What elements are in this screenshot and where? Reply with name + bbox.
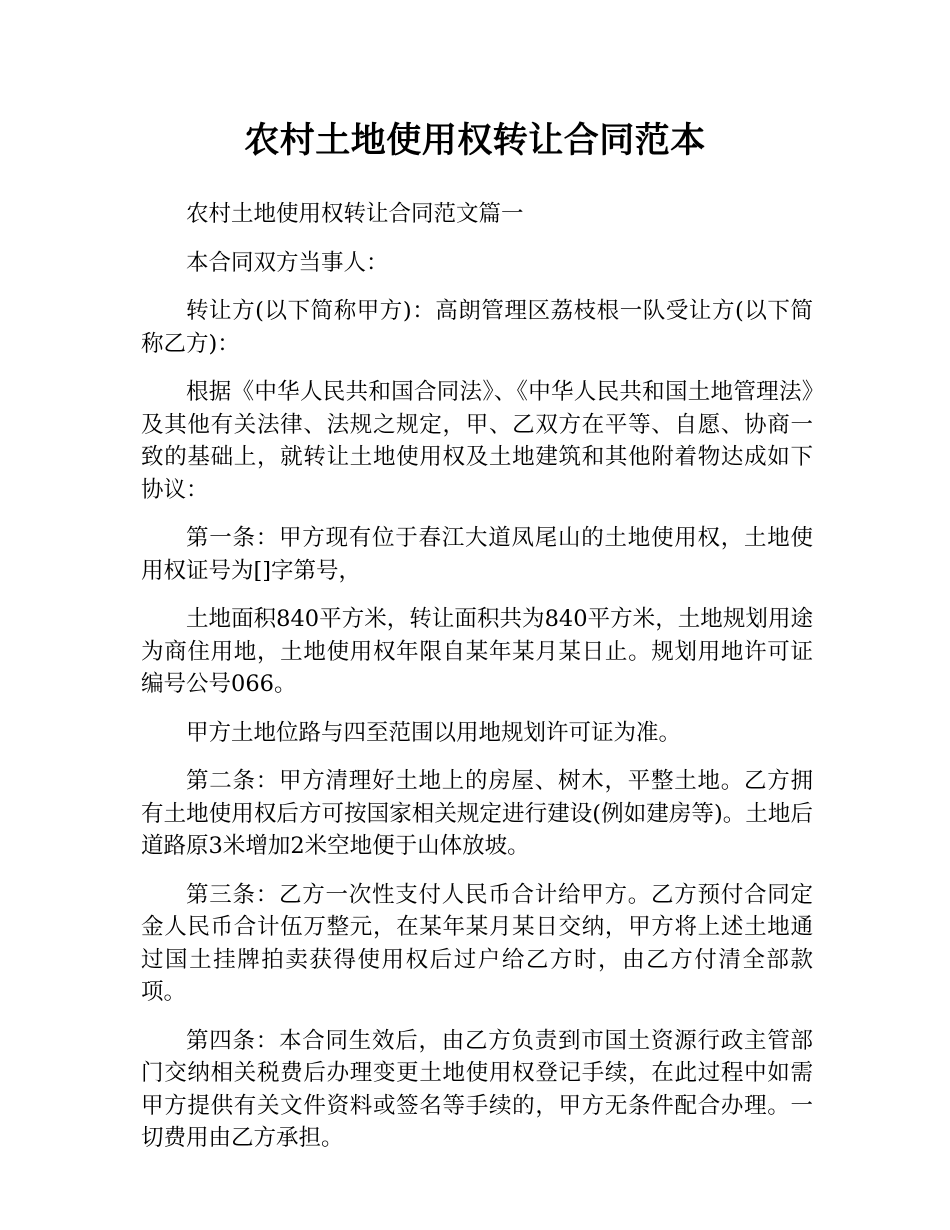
paragraph-6: 土地面积840平方米，转让面积共为840平方米，土地规划用途为商住用地，土地使用权年限自某年某月某日止。规划用地许可证编号公号066。 [141, 606, 813, 697]
paragraph-8: 第二条：甲方清理好土地上的房屋、树木，平整土地。乙方拥有土地使用权后方可按国家相关规定进行建设(例如建房等)。土地后道路原3米增加2米空地便于山体放坡。 [141, 768, 813, 859]
paragraph-2: 本合同双方当事人： [186, 249, 389, 276]
paragraph-9: 第三条：乙方一次性支付人民币合计给甲方。乙方预付合同定金人民币合计伍万整元，在某年某月某日交纳，甲方将上述土地通过国土挂牌拍卖获得使用权后过户给乙方时，由乙方付清全部款项。 [141, 881, 813, 1005]
paragraph-3: 转让方(以下简称甲方)：高朗管理区荔枝根一队受让方(以下简称乙方)： [141, 298, 813, 357]
paragraph-4: 根据《中华人民共和国合同法》、《中华人民共和国土地管理法》及其他有关法律、法规之规定，甲、乙双方在平等、自愿、协商一致的基础上，就转让土地使用权及土地建筑和其他附着物达成如下协议： [141, 379, 813, 503]
document-title: 农村土地使用权转让合同范本 [244, 121, 706, 161]
paragraph-1: 农村土地使用权转让合同范文篇一 [186, 201, 524, 227]
paragraph-10: 第四条：本合同生效后，由乙方负责到市国土资源行政主管部门交纳相关税费后办理变更土地使用权登记手续，在此过程中如需甲方提供有关文件资料或签名等手续的，甲方无条件配合办理。一切费用由乙方承担。 [141, 1027, 813, 1151]
paragraph-7: 甲方土地位路与四至范围以用地规划许可证为准。 [186, 719, 682, 746]
paragraph-5: 第一条：甲方现有位于春江大道凤尾山的土地使用权，土地使用权证号为[]字第号， [141, 525, 813, 584]
document-body [141, 198, 813, 1171]
